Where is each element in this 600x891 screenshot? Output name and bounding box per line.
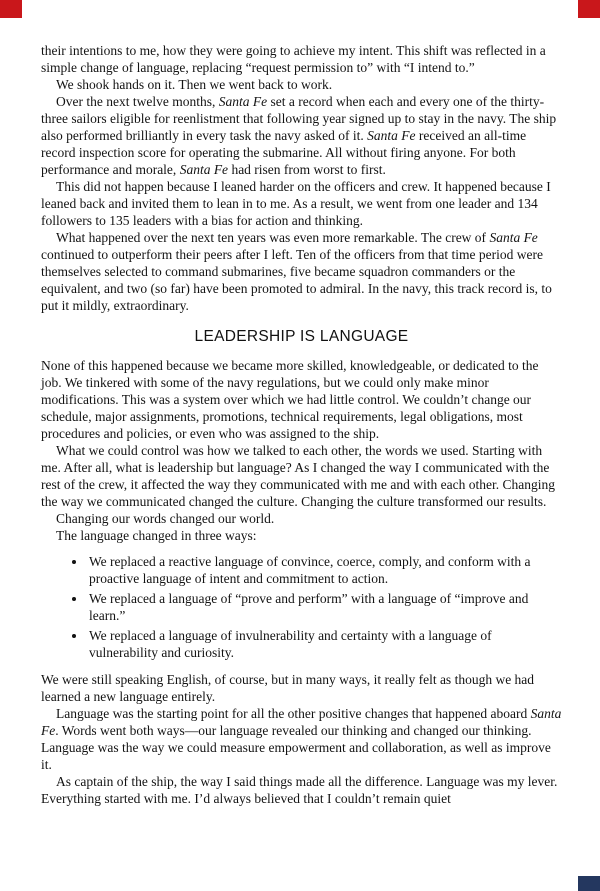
text-segment: We replaced a language of invulnerability and certainty with a language of vulnerability and curiosity. [89,628,492,660]
paragraph [41,527,562,544]
text-segment: received an all-time record inspection score for operating the submarine. All without firing anyone. For both performance and morale, [41,128,527,177]
paragraph [41,442,562,510]
text-segment: What we could control was how we talked to each other, the words we used. Starting with me. After all, what is leadership but language? As I changed the way I communicated with the rest of the crew, it affected the way they communicated with me and with each other. Changing the way we communicated changed the culture. Changing the culture transformed our results. [41,443,555,509]
paragraph [41,357,562,442]
red-marker-top-right [578,0,600,18]
paragraph [41,705,562,773]
blue-marker-bottom-right [578,876,600,891]
paragraph [41,93,562,178]
text-segment: Changing our words changed our world. [56,511,275,526]
text-segment: We shook hands on it. Then we went back to work. [56,77,333,92]
bullet-item [87,590,562,624]
text-segment: Over the next twelve months, [56,94,219,109]
bullet-list [41,553,562,661]
italic-text: Santa Fe [489,230,538,245]
paragraph [41,76,562,93]
bullet-item [87,627,562,661]
paragraph [41,229,562,314]
text-segment: We replaced a language of “prove and perform” with a language of “improve and learn.” [89,591,529,623]
text-segment: We were still speaking English, of course, but in many ways, it really felt as though we had learned a new language entirely. [41,672,535,704]
text-segment: None of this happened because we became more skilled, knowledgeable, or dedicated to the job. We tinkered with some of the navy regulations, but we could only make minor modifications. This was a system over which we had little control. We couldn’t change our schedule, major assignments, promotions, technical requirements, legal obligations, most procedures and policies, or even who was assigned to the ship. [41,358,539,441]
text-segment: had risen from worst to first. [228,162,386,177]
text-segment: their intentions to me, how they were going to achieve my intent. This shift was reflected in a simple change of language, replacing “request permission to” with “I intend to.” [41,43,546,75]
text-segment: The language changed in three ways: [56,528,257,543]
text-segment: set a record when each and every one of the thirty-three sailors eligible for reenlistment that following year signed up to stay in the navy. The ship also performed brilliantly in every task the navy asked of it. [41,94,557,143]
italic-text: Santa Fe [41,706,562,738]
text-segment: As captain of the ship, the way I said things made all the difference. Language was my lever. Everything started with me. I’d always believed that I couldn’t remain quiet [41,774,558,806]
italic-text: Santa Fe [367,128,416,143]
section-heading: LEADERSHIP IS LANGUAGE [194,328,409,345]
text-segment: What happened over the next ten years was even more remarkable. The crew of [56,230,490,245]
text-segment: This did not happen because I leaned harder on the officers and crew. It happened because I leaned back and invited them to lean in to me. As a result, we went from one leader and 134 followers to 135 leaders with a bias for action and thinking. [41,179,551,228]
page-content [41,42,562,807]
text-segment: Language was the starting point for all the other positive changes that happened aboard [56,706,531,721]
paragraph [41,773,562,807]
text-segment: continued to outperform their peers after I left. Ten of the officers from that time period were themselves selected to command submarines, five became squadron commanders or the equivalent, and two (so far) have been promoted to admiral. In the navy, this track record is, to put it mildly, extraordinary. [41,247,552,313]
text-segment: We replaced a reactive language of convince, coerce, comply, and conform with a proactive language of intent and commitment to action. [89,554,531,586]
bullet-item [87,553,562,587]
paragraph [41,510,562,527]
paragraph [41,671,562,705]
red-marker-top-left [0,0,22,18]
italic-text: Santa Fe [218,94,268,109]
paragraph [41,178,562,229]
paragraph [41,42,562,76]
text-segment: . Words went both ways—our language revealed our thinking and changed our thinking. Language was the way we could measure empowerment and collaboration, as well as improve it. [41,723,551,772]
italic-text: Santa Fe [179,162,229,177]
